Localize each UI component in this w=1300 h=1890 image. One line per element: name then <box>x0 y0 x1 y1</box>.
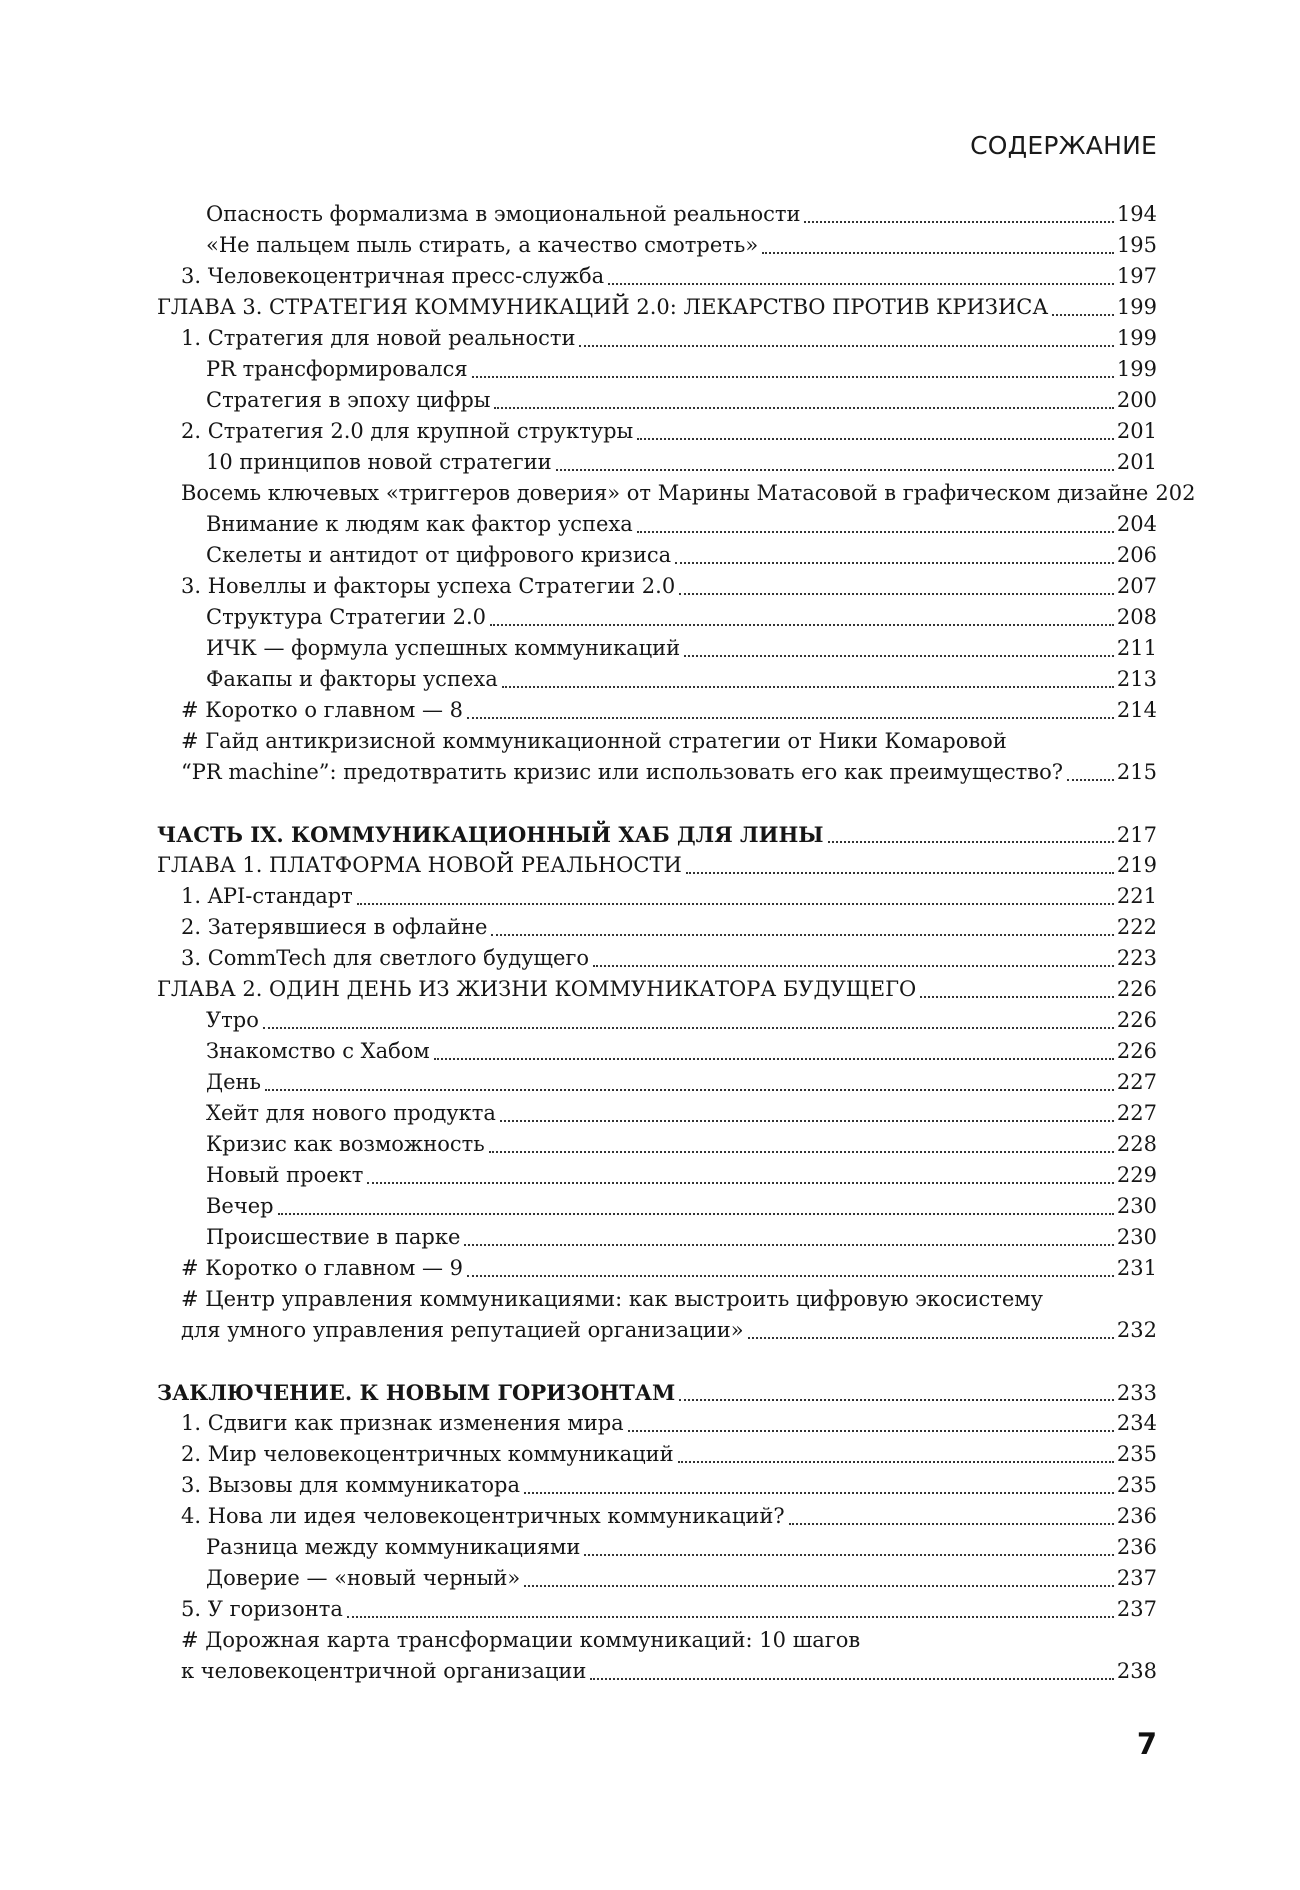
toc-entry-page: 211 <box>1116 636 1157 660</box>
toc-entry <box>157 1315 1157 1346</box>
toc-entry-title: Доверие — «новый черный» <box>206 1566 521 1590</box>
toc-entry <box>157 1222 1157 1253</box>
toc-entry-title: 3. Человекоцентричная пресс-служба <box>181 264 605 288</box>
toc-entry-page: 204 <box>1116 512 1157 536</box>
toc-entry-page: 226 <box>1116 1039 1157 1063</box>
toc-entry-page: 230 <box>1116 1194 1157 1218</box>
toc-entry-page: 199 <box>1116 326 1157 350</box>
toc-entry-page: 228 <box>1116 1132 1157 1156</box>
toc-entry-title: День <box>206 1070 261 1094</box>
dot-leader <box>490 624 1114 626</box>
dot-leader <box>628 1430 1114 1432</box>
running-head: СОДЕРЖАНИЕ <box>970 131 1157 160</box>
dot-leader <box>278 1213 1114 1215</box>
toc-entry-page: 217 <box>1116 823 1157 847</box>
toc-entry-title: ГЛАВА 3. СТРАТЕГИЯ КОММУНИКАЦИЙ 2.0: ЛЕКАРСТВО ПРОТИВ КРИЗИСА <box>157 295 1049 319</box>
toc-entry-page: 234 <box>1116 1411 1157 1435</box>
toc-entry-page: 222 <box>1116 915 1157 939</box>
dot-leader <box>524 1492 1114 1494</box>
dot-leader <box>804 221 1113 223</box>
toc-entry-page: 195 <box>1116 233 1157 257</box>
toc-entry <box>157 819 1157 850</box>
toc-entry <box>157 1253 1157 1284</box>
toc-entry <box>157 1501 1157 1532</box>
toc-entry-page: 201 <box>1116 450 1157 474</box>
dot-leader <box>679 593 1114 595</box>
toc-entry-title: 10 принципов новой стратегии <box>206 450 552 474</box>
dot-leader <box>1067 779 1114 781</box>
toc-entry-title: Структура Стратегии 2.0 <box>206 605 486 629</box>
dot-leader <box>347 1616 1114 1618</box>
toc-entry <box>157 292 1157 323</box>
dot-leader <box>464 1244 1113 1246</box>
toc-entry-title: 4. Нова ли идея человекоцентричных коммуникаций? <box>181 1504 785 1528</box>
toc-entry <box>157 571 1157 602</box>
toc-entry <box>157 602 1157 633</box>
toc-entry-page: 227 <box>1116 1070 1157 1094</box>
toc-entry <box>157 850 1157 881</box>
toc-entry <box>157 230 1157 261</box>
dot-leader <box>263 1027 1114 1029</box>
toc-entry-title: Внимание к людям как фактор успеха <box>206 512 633 536</box>
toc-entry-title: Утро <box>206 1008 259 1032</box>
toc-entry-title: 1. API-стандарт <box>181 884 353 908</box>
dot-leader <box>367 1182 1113 1184</box>
toc-entry-title: # Коротко о главном — 8 <box>181 698 464 722</box>
toc-entry-title: 1. Сдвиги как признак изменения мира <box>181 1411 624 1435</box>
toc-entry <box>157 509 1157 540</box>
toc-entry-page: 235 <box>1116 1473 1157 1497</box>
dot-leader <box>357 903 1114 905</box>
toc-entry-page: 231 <box>1116 1256 1157 1280</box>
toc-entry-title: 2. Стратегия 2.0 для крупной структуры <box>181 419 634 443</box>
toc-entry-page: 233 <box>1116 1381 1157 1405</box>
dot-leader <box>686 872 1114 874</box>
toc-entry-title: для умного управления репутацией организации» <box>181 1318 744 1342</box>
dot-leader <box>748 1337 1114 1339</box>
dot-leader <box>502 686 1114 688</box>
toc-entry <box>157 757 1157 788</box>
dot-leader <box>608 283 1114 285</box>
toc-entry-title: # Коротко о главном — 9 <box>181 1256 464 1280</box>
dot-leader <box>467 717 1114 719</box>
dot-leader <box>789 1523 1114 1525</box>
toc-entry <box>157 726 1157 757</box>
dot-leader <box>590 1678 1114 1680</box>
toc-entry <box>157 1532 1157 1563</box>
dot-leader <box>593 965 1114 967</box>
toc-entry-page: 215 <box>1116 760 1157 784</box>
toc-entry-title: ГЛАВА 1. ПЛАТФОРМА НОВОЙ РЕАЛЬНОСТИ <box>157 853 682 877</box>
toc-entry-title: “PR machine”: предотвратить кризис или использовать его как преимущество? <box>181 760 1064 784</box>
toc-entry-title: 3. Новеллы и факторы успеха Стратегии 2.0 <box>181 574 676 598</box>
toc-entry-title: Разница между коммуникациями <box>206 1535 581 1559</box>
toc-entry-title: к человекоцентричной организации <box>181 1659 587 1683</box>
dot-leader <box>524 1585 1114 1587</box>
toc-entry <box>157 912 1157 943</box>
toc-entry-title: 2. Затерявшиеся в офлайне <box>181 915 488 939</box>
toc-entry-title: PR трансформировался <box>206 357 468 381</box>
toc-entry <box>157 1408 1157 1439</box>
dot-leader <box>678 1461 1114 1463</box>
toc-entry-title: Опасность формализма в эмоциональной реальности <box>206 202 801 226</box>
toc-entry-page: 236 <box>1116 1535 1157 1559</box>
toc-entry-page: 223 <box>1116 946 1157 970</box>
toc-entry-title: # Гайд антикризисной коммуникационной стратегии от Ники Комаровой <box>181 729 1007 753</box>
toc-entry-page: 199 <box>1116 295 1157 319</box>
dot-leader <box>675 562 1114 564</box>
toc-entry-page: 206 <box>1116 543 1157 567</box>
toc-entry-page: 226 <box>1116 1008 1157 1032</box>
toc-entry-title: # Центр управления коммуникациями: как выстроить цифровую экосистему <box>181 1287 1043 1311</box>
dot-leader <box>637 438 1114 440</box>
toc-entry-page: 236 <box>1116 1504 1157 1528</box>
toc-entry-title: Вечер <box>206 1194 274 1218</box>
toc-entry-page: 235 <box>1116 1442 1157 1466</box>
toc-entry-page: 202 <box>1155 481 1196 505</box>
toc-entry <box>157 1191 1157 1222</box>
toc-entry-page: 232 <box>1116 1318 1157 1342</box>
toc-entry-title: Скелеты и антидот от цифрового кризиса <box>206 543 672 567</box>
toc-entry-title: ИЧК — формула успешных коммуникаций <box>206 636 681 660</box>
dot-leader <box>920 996 1114 998</box>
toc-entry <box>157 261 1157 292</box>
toc-entry-title: # Дорожная карта трансформации коммуникаций: 10 шагов <box>181 1628 861 1652</box>
toc-entry-title: 5. У горизонта <box>181 1597 343 1621</box>
toc-entry-title: ГЛАВА 2. ОДИН ДЕНЬ ИЗ ЖИЗНИ КОММУНИКАТОРА БУДУЩЕГО <box>157 977 917 1001</box>
toc-entry-page: 200 <box>1116 388 1157 412</box>
toc-entry <box>157 447 1157 478</box>
toc-entry-title: 1. Стратегия для новой реальности <box>181 326 576 350</box>
toc-entry-page: 229 <box>1116 1163 1157 1187</box>
dot-leader <box>579 345 1113 347</box>
toc-entry <box>157 1098 1157 1129</box>
dot-leader <box>684 655 1114 657</box>
toc-entry <box>157 540 1157 571</box>
dot-leader <box>489 1151 1114 1153</box>
dot-leader <box>637 531 1114 533</box>
toc-entry-title: Происшествие в парке <box>206 1225 461 1249</box>
table-of-contents <box>157 199 1196 1687</box>
dot-leader <box>265 1089 1114 1091</box>
toc-entry <box>157 1160 1157 1191</box>
toc-entry-title: Восемь ключевых «триггеров доверия» от Марины Матасовой в графическом дизайне <box>181 481 1149 505</box>
toc-entry-page: 227 <box>1116 1101 1157 1125</box>
toc-entry <box>157 354 1157 385</box>
toc-entry <box>157 974 1157 1005</box>
toc-entry <box>157 416 1157 447</box>
toc-entry-page: 201 <box>1116 419 1157 443</box>
toc-entry <box>157 1067 1157 1098</box>
page-number: 7 <box>1136 1727 1157 1761</box>
toc-entry-title: 2. Мир человекоцентричных коммуникаций <box>181 1442 674 1466</box>
toc-entry-page: 213 <box>1116 667 1157 691</box>
toc-entry-title: Факапы и факторы успеха <box>206 667 498 691</box>
toc-entry <box>157 323 1157 354</box>
dot-leader <box>679 1399 1114 1401</box>
toc-entry-title: ЗАКЛЮЧЕНИЕ. К НОВЫМ ГОРИЗОНТАМ <box>157 1380 676 1405</box>
toc-entry <box>157 385 1157 416</box>
toc-entry-page: 199 <box>1116 357 1157 381</box>
toc-entry-title: 3. CommTech для светлого будущего <box>181 946 590 970</box>
toc-entry-title: Хейт для нового продукта <box>206 1101 496 1125</box>
toc-entry <box>157 1377 1157 1408</box>
dot-leader <box>491 934 1114 936</box>
toc-entry-page: 207 <box>1116 574 1157 598</box>
dot-leader <box>467 1275 1114 1277</box>
dot-leader <box>762 252 1114 254</box>
toc-entry-page: 237 <box>1116 1597 1157 1621</box>
toc-entry <box>157 881 1157 912</box>
toc-entry <box>157 478 1196 509</box>
toc-entry <box>157 943 1157 974</box>
toc-entry-page: 194 <box>1116 202 1157 226</box>
toc-entry-page: 230 <box>1116 1225 1157 1249</box>
toc-entry <box>157 1036 1157 1067</box>
toc-entry-title: Знакомство с Хабом <box>206 1039 430 1063</box>
toc-entry <box>157 1005 1157 1036</box>
toc-entry <box>157 1470 1157 1501</box>
toc-entry-title: ЧАСТЬ IX. КОММУНИКАЦИОННЫЙ ХАБ ДЛЯ ЛИНЫ <box>157 822 824 847</box>
toc-entry-page: 219 <box>1116 853 1157 877</box>
toc-entry-page: 221 <box>1116 884 1157 908</box>
dot-leader <box>494 407 1113 409</box>
dot-leader <box>584 1554 1114 1556</box>
toc-entry-page: 208 <box>1116 605 1157 629</box>
toc-entry-title: Кризис как возможность <box>206 1132 485 1156</box>
toc-entry <box>157 695 1157 726</box>
toc-entry <box>157 1284 1157 1315</box>
toc-entry-title: «Не пальцем пыль стирать, а качество смотреть» <box>206 233 759 257</box>
toc-entry-page: 226 <box>1116 977 1157 1001</box>
dot-leader <box>472 376 1114 378</box>
toc-entry <box>157 1656 1157 1687</box>
dot-leader <box>500 1120 1114 1122</box>
toc-entry <box>157 1625 1157 1656</box>
toc-entry-title: Стратегия в эпоху цифры <box>206 388 491 412</box>
toc-entry <box>157 1594 1157 1625</box>
toc-entry-page: 197 <box>1116 264 1157 288</box>
toc-entry <box>157 1563 1157 1594</box>
toc-entry-title: Новый проект <box>206 1163 364 1187</box>
dot-leader <box>434 1058 1114 1060</box>
toc-entry-page: 238 <box>1116 1659 1157 1683</box>
toc-entry-title: 3. Вызовы для коммуникатора <box>181 1473 521 1497</box>
toc-entry <box>157 664 1157 695</box>
dot-leader <box>556 469 1114 471</box>
toc-entry <box>157 1129 1157 1160</box>
toc-entry <box>157 199 1157 230</box>
toc-entry-page: 214 <box>1116 698 1157 722</box>
toc-entry <box>157 633 1157 664</box>
toc-entry-page: 237 <box>1116 1566 1157 1590</box>
dot-leader <box>828 841 1114 843</box>
toc-entry <box>157 1439 1157 1470</box>
dot-leader <box>1052 314 1114 316</box>
